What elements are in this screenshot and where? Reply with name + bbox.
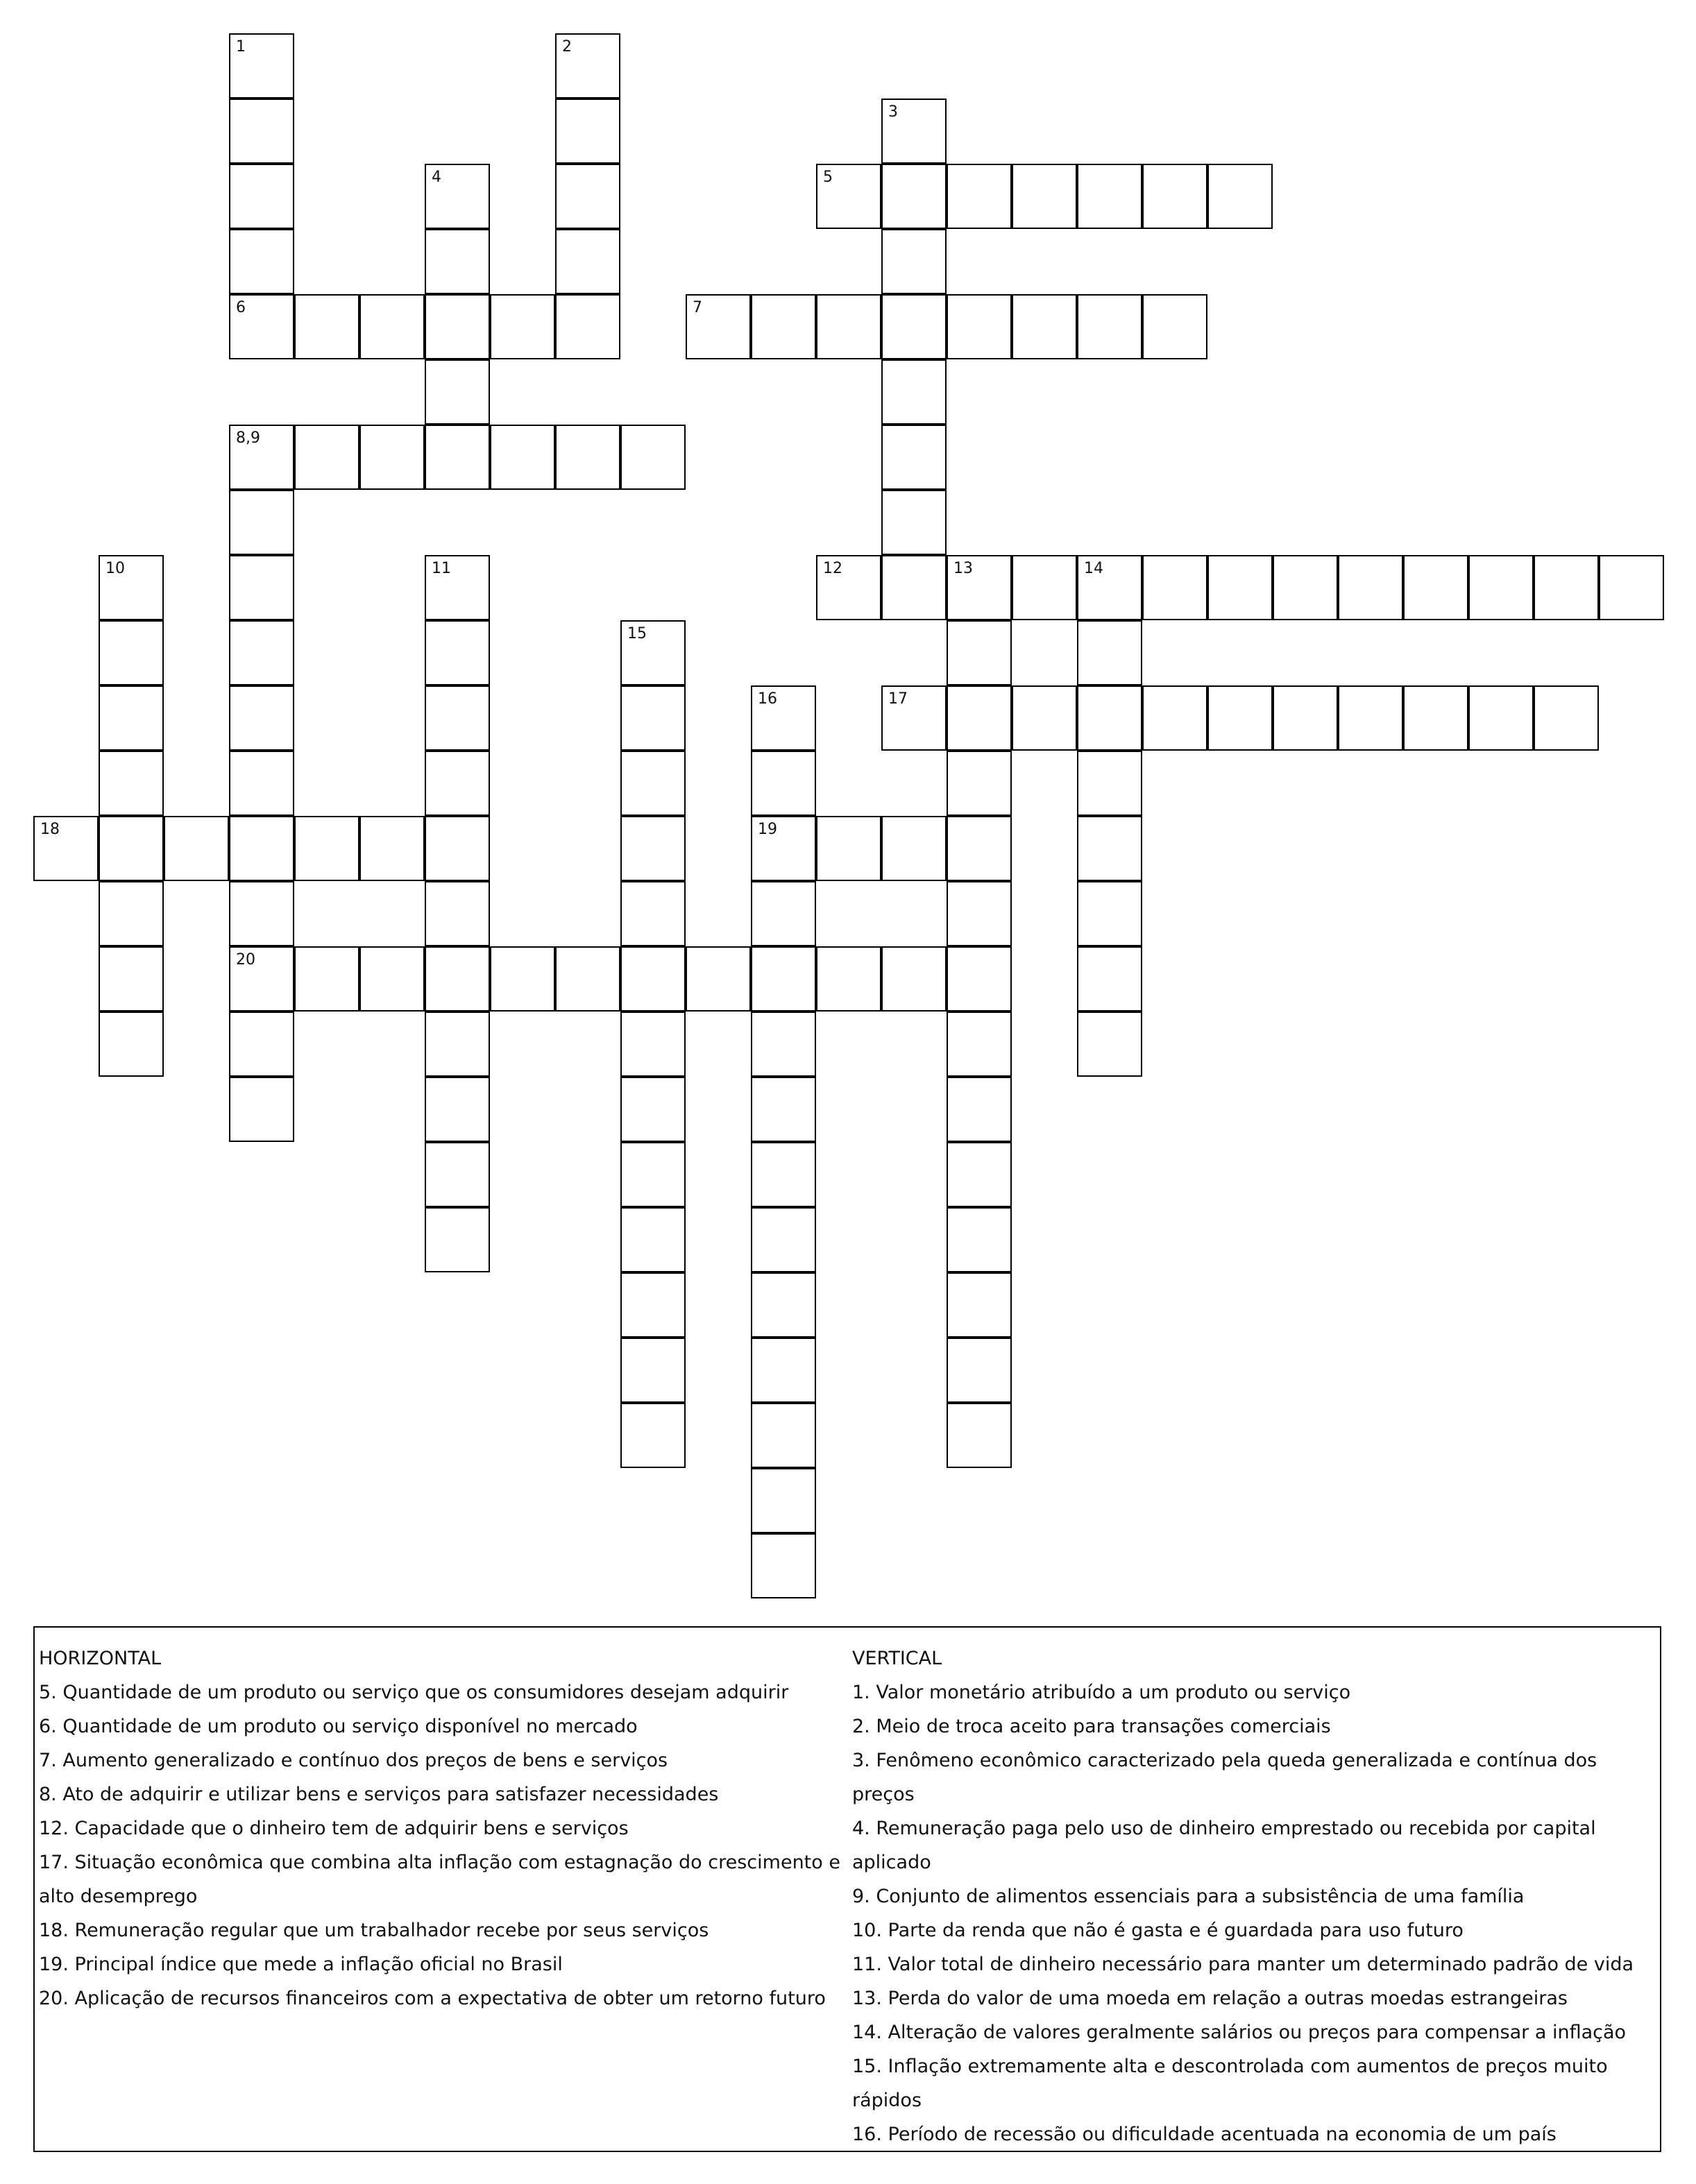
crossword-cell[interactable] <box>620 1207 686 1272</box>
horizontal-clue: 8. Ato de adquirir e utilizar bens e serviços para satisfazer necessidades <box>39 1784 719 1805</box>
crossword-cell[interactable] <box>1338 685 1403 751</box>
horizontal-title: HORIZONTAL <box>39 1648 162 1669</box>
crossword-cell[interactable] <box>1273 685 1338 751</box>
crossword-cell[interactable] <box>359 425 425 490</box>
crossword-cell[interactable] <box>229 555 294 620</box>
vertical-clue: 10. Parte da renda que não é gasta e é guardada para uso futuro <box>852 1920 1464 1941</box>
crossword-cell[interactable] <box>1142 294 1207 359</box>
crossword-cell[interactable] <box>229 946 294 1012</box>
crossword-cell[interactable] <box>1468 555 1534 620</box>
crossword-cell[interactable] <box>229 99 294 164</box>
crossword-cell[interactable] <box>686 946 751 1012</box>
crossword-cell[interactable] <box>947 1272 1012 1338</box>
crossword-cell[interactable] <box>1012 164 1077 229</box>
crossword-cell[interactable] <box>425 164 490 229</box>
crossword-cell[interactable] <box>1012 555 1077 620</box>
crossword-cell[interactable] <box>947 555 1012 620</box>
crossword-cell[interactable] <box>1403 555 1468 620</box>
crossword-cell[interactable] <box>751 816 816 881</box>
crossword-cell[interactable] <box>99 1012 164 1077</box>
crossword-cell[interactable] <box>425 946 490 1012</box>
crossword-cell[interactable] <box>881 164 947 229</box>
clue-number: 18 <box>40 821 60 838</box>
crossword-cell[interactable] <box>99 946 164 1012</box>
crossword-cell[interactable] <box>881 425 947 490</box>
crossword-cell[interactable] <box>751 1142 816 1207</box>
crossword-cell[interactable] <box>620 751 686 816</box>
crossword-cell[interactable] <box>620 816 686 881</box>
crossword-cell[interactable] <box>881 685 947 751</box>
crossword-cell[interactable] <box>751 751 816 816</box>
crossword-cell[interactable] <box>816 555 881 620</box>
crossword-cell[interactable] <box>229 294 294 359</box>
clue-number: 19 <box>758 821 777 838</box>
horizontal-clue: 12. Capacidade que o dinheiro tem de adquirir bens e serviços <box>39 1818 629 1839</box>
crossword-cell[interactable] <box>1468 685 1534 751</box>
crossword-cell[interactable] <box>620 1403 686 1468</box>
crossword-cell[interactable] <box>751 1533 816 1598</box>
clues-box <box>33 1626 1661 2152</box>
clue-number: 8,9 <box>236 429 260 447</box>
crossword-cell[interactable] <box>947 164 1012 229</box>
crossword-cell[interactable] <box>1077 294 1142 359</box>
crossword-cell[interactable] <box>164 816 229 881</box>
crossword-cell[interactable] <box>1403 685 1468 751</box>
crossword-cell[interactable] <box>425 685 490 751</box>
clue-number: 17 <box>888 690 908 708</box>
crossword-cell[interactable] <box>947 881 1012 946</box>
vertical-clue: 1. Valor monetário atribuído a um produto ou serviço <box>852 1682 1351 1703</box>
horizontal-clue: 7. Aumento generalizado e contínuo dos preços de bens e serviços <box>39 1750 668 1771</box>
clue-number: 15 <box>627 625 647 642</box>
crossword-cell[interactable] <box>425 555 490 620</box>
horizontal-clue: 6. Quantidade de um produto ou serviço disponível no mercado <box>39 1716 638 1737</box>
crossword-cell[interactable] <box>99 620 164 685</box>
crossword-cell[interactable] <box>751 1468 816 1533</box>
vertical-clue: 14. Alteração de valores geralmente salários ou preços para compensar a inflação <box>852 2022 1627 2043</box>
clue-number: 13 <box>953 560 973 577</box>
crossword-cell[interactable] <box>425 751 490 816</box>
crossword-cell[interactable] <box>1338 555 1403 620</box>
crossword-cell[interactable] <box>99 816 164 881</box>
crossword-cell[interactable] <box>490 294 555 359</box>
crossword-cell[interactable] <box>620 620 686 685</box>
crossword-cell[interactable] <box>1599 555 1664 620</box>
crossword-cell[interactable] <box>229 620 294 685</box>
crossword-cell[interactable] <box>555 229 620 294</box>
crossword-cell[interactable] <box>1273 555 1338 620</box>
horizontal-clue: 19. Principal índice que mede a inflação oficial no Brasil <box>39 1954 563 1975</box>
crossword-cell[interactable] <box>620 881 686 946</box>
crossword-cell[interactable] <box>1077 751 1142 816</box>
crossword-cell[interactable] <box>947 1207 1012 1272</box>
vertical-clue: 15. Inflação extremamente alta e descontrolada com aumentos de preços muito rápidos <box>852 2056 1608 2111</box>
crossword-cell[interactable] <box>1077 1012 1142 1077</box>
crossword-cell[interactable] <box>425 294 490 359</box>
clue-number: 1 <box>236 38 246 56</box>
crossword-cell[interactable] <box>490 425 555 490</box>
vertical-clue: 13. Perda do valor de uma moeda em relação a outras moedas estrangeiras <box>852 1988 1568 2009</box>
clue-number: 16 <box>758 690 777 708</box>
crossword-cell[interactable] <box>881 359 947 425</box>
crossword-cell[interactable] <box>881 99 947 164</box>
crossword-cell[interactable] <box>490 946 555 1012</box>
crossword-cell[interactable] <box>620 1272 686 1338</box>
vertical-clue: 4. Remuneração paga pelo uso de dinheiro emprestado ou recebida por capital aplicado <box>852 1818 1596 1873</box>
vertical-clue: 9. Conjunto de alimentos essenciais para a subsistência de uma família <box>852 1886 1525 1907</box>
clue-number: 6 <box>236 299 246 316</box>
crossword-cell[interactable] <box>947 1012 1012 1077</box>
crossword-cell[interactable] <box>425 620 490 685</box>
crossword-cell[interactable] <box>555 33 620 99</box>
crossword-cell[interactable] <box>1142 555 1207 620</box>
crossword-cell[interactable] <box>881 229 947 294</box>
crossword-cell[interactable] <box>620 1338 686 1403</box>
clue-number: 12 <box>823 560 842 577</box>
crossword-cell[interactable] <box>229 490 294 555</box>
horizontal-clue: 18. Remuneração regular que um trabalhador recebe por seus serviços <box>39 1920 709 1941</box>
crossword-cell[interactable] <box>294 294 359 359</box>
crossword-cell[interactable] <box>229 816 294 881</box>
crossword-cell[interactable] <box>425 1142 490 1207</box>
crossword-cell[interactable] <box>229 751 294 816</box>
crossword-cell[interactable] <box>99 685 164 751</box>
crossword-cell[interactable] <box>751 1207 816 1272</box>
crossword-cell[interactable] <box>1077 620 1142 685</box>
crossword-cell[interactable] <box>294 425 359 490</box>
vertical-clues <box>852 1641 1657 2151</box>
crossword-cell[interactable] <box>1207 685 1273 751</box>
crossword-cell[interactable] <box>1012 294 1077 359</box>
crossword-cell[interactable] <box>1207 164 1273 229</box>
crossword-cell[interactable] <box>881 816 947 881</box>
crossword-cell[interactable] <box>1142 685 1207 751</box>
crossword-cell[interactable] <box>1534 555 1599 620</box>
crossword-cell[interactable] <box>33 816 99 881</box>
crossword-cell[interactable] <box>555 425 620 490</box>
crossword-cell[interactable] <box>751 294 816 359</box>
crossword-cell[interactable] <box>816 294 881 359</box>
crossword-cell[interactable] <box>751 1272 816 1338</box>
crossword-cell[interactable] <box>425 425 490 490</box>
crossword-cell[interactable] <box>881 946 947 1012</box>
clue-number: 7 <box>693 299 702 316</box>
crossword-cell[interactable] <box>229 229 294 294</box>
crossword-cell[interactable] <box>555 294 620 359</box>
crossword-cell[interactable] <box>881 294 947 359</box>
crossword-cell[interactable] <box>229 33 294 99</box>
crossword-cell[interactable] <box>947 1403 1012 1468</box>
clue-number: 11 <box>432 560 451 577</box>
crossword-cell[interactable] <box>816 164 881 229</box>
crossword-cell[interactable] <box>229 685 294 751</box>
crossword-cell[interactable] <box>751 946 816 1012</box>
crossword-cell[interactable] <box>947 816 1012 881</box>
crossword-cell[interactable] <box>947 1338 1012 1403</box>
crossword-cell[interactable] <box>751 1077 816 1142</box>
crossword-cell[interactable] <box>881 555 947 620</box>
crossword-cell[interactable] <box>620 425 686 490</box>
crossword-cell[interactable] <box>1077 555 1142 620</box>
vertical-clue: 16. Período de recessão ou dificuldade acentuada na economia de um país <box>852 2124 1557 2145</box>
crossword-cell[interactable] <box>947 946 1012 1012</box>
crossword-cell[interactable] <box>229 1012 294 1077</box>
crossword-cell[interactable] <box>1077 816 1142 881</box>
crossword-cell[interactable] <box>555 946 620 1012</box>
crossword-cell[interactable] <box>686 294 751 359</box>
crossword-cell[interactable] <box>425 1012 490 1077</box>
vertical-clue: 11. Valor total de dinheiro necessário para manter um determinado padrão de vida <box>852 1954 1634 1975</box>
crossword-cell[interactable] <box>425 816 490 881</box>
crossword-cell[interactable] <box>359 816 425 881</box>
crossword-cell[interactable] <box>947 620 1012 685</box>
crossword-cell[interactable] <box>555 99 620 164</box>
crossword-cell[interactable] <box>229 425 294 490</box>
crossword-cell[interactable] <box>751 685 816 751</box>
crossword-cell[interactable] <box>1077 164 1142 229</box>
vertical-title: VERTICAL <box>852 1648 942 1669</box>
crossword-cell[interactable] <box>1077 685 1142 751</box>
crossword-cell[interactable] <box>229 164 294 229</box>
crossword-cell[interactable] <box>1207 555 1273 620</box>
clue-number: 3 <box>888 103 898 121</box>
clue-number: 14 <box>1084 560 1103 577</box>
crossword-cell[interactable] <box>99 751 164 816</box>
crossword-cell[interactable] <box>947 685 1012 751</box>
crossword-cell[interactable] <box>99 881 164 946</box>
crossword-cell[interactable] <box>947 751 1012 816</box>
crossword-cell[interactable] <box>425 1207 490 1272</box>
crossword-cell[interactable] <box>229 881 294 946</box>
crossword-cell[interactable] <box>620 1077 686 1142</box>
crossword-cell[interactable] <box>359 294 425 359</box>
crossword-cell[interactable] <box>620 1012 686 1077</box>
crossword-cell[interactable] <box>947 1142 1012 1207</box>
crossword-cell[interactable] <box>229 1077 294 1142</box>
crossword-cell[interactable] <box>294 816 359 881</box>
crossword-cell[interactable] <box>751 881 816 946</box>
horizontal-clue: 20. Aplicação de recursos financeiros com a expectativa de obter um retorno futuro <box>39 1988 826 2009</box>
crossword-cell[interactable] <box>620 685 686 751</box>
crossword-cell[interactable] <box>555 164 620 229</box>
clue-number: 4 <box>432 169 441 186</box>
crossword-cell[interactable] <box>620 1142 686 1207</box>
crossword-cell[interactable] <box>751 1338 816 1403</box>
crossword-cell[interactable] <box>816 946 881 1012</box>
crossword-cell[interactable] <box>751 1403 816 1468</box>
crossword-cell[interactable] <box>1077 946 1142 1012</box>
horizontal-clues <box>39 1641 851 2015</box>
clue-number: 2 <box>562 38 572 56</box>
crossword-cell[interactable] <box>294 946 359 1012</box>
crossword-cell[interactable] <box>947 1077 1012 1142</box>
crossword-cell[interactable] <box>947 294 1012 359</box>
clue-number: 10 <box>105 560 125 577</box>
crossword-cell[interactable] <box>425 229 490 294</box>
crossword-cell[interactable] <box>99 555 164 620</box>
crossword-cell[interactable] <box>1012 685 1077 751</box>
crossword-cell[interactable] <box>425 1077 490 1142</box>
vertical-clue: 3. Fenômeno econômico caracterizado pela queda generalizada e contínua dos preços <box>852 1750 1597 1805</box>
horizontal-clue: 5. Quantidade de um produto ou serviço que os consumidores desejam adquirir <box>39 1682 789 1703</box>
vertical-clue: 2. Meio de troca aceito para transações comerciais <box>852 1716 1331 1737</box>
crossword-cell[interactable] <box>751 1012 816 1077</box>
clue-number: 20 <box>236 951 255 969</box>
crossword-cell[interactable] <box>816 816 881 881</box>
crossword-cell[interactable] <box>1077 881 1142 946</box>
crossword-cell[interactable] <box>881 490 947 555</box>
crossword-cell[interactable] <box>359 946 425 1012</box>
crossword-cell[interactable] <box>620 946 686 1012</box>
crossword-cell[interactable] <box>1142 164 1207 229</box>
clue-number: 5 <box>823 169 833 186</box>
horizontal-clue: 17. Situação econômica que combina alta inflação com estagnação do crescimento e alto desemprego <box>39 1852 840 1907</box>
crossword-cell[interactable] <box>425 359 490 425</box>
crossword-cell[interactable] <box>1534 685 1599 751</box>
crossword-cell[interactable] <box>425 881 490 946</box>
